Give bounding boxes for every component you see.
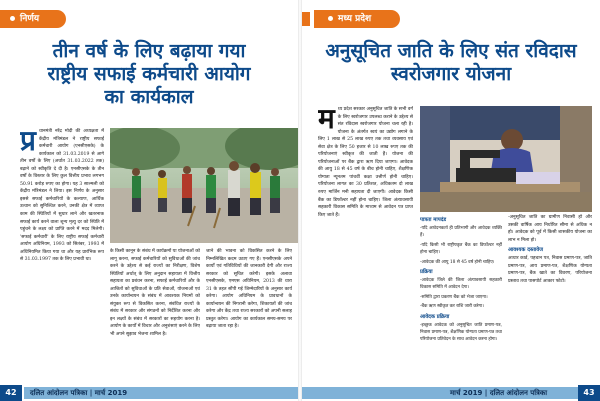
box-item: -आवेदक जिले की जिला अंत्यावसायी सहकारी विकास समिति में आवेदन देगा। — [420, 278, 502, 291]
documents-heading: आवश्यक दस्तावेज — [508, 247, 543, 254]
box-heading-process: प्रक्रिया — [420, 269, 433, 276]
body-text: के किसी कानून के संबंध में कार्यक्रमों या योजनाओं को लागू करना, सफाई कर्मचारियों को सुविधाओं की जांच करने के उद्देश्य से कई राज्यों का निरीक्षण, विशेष स्थितियों अर्थात् के लिए अनुदान सहायता में वित्तीय सहायता का प्रबंधन करना, सफाई कर्मचारियों और के आश्रितों को सुविधाओं के प्रति सेवाओं, योजनाओं एवं उनके कार्यान्वयन के संबंध में आवश्यक नियमों को संयुक्त रूप से विकसित करना, संबंधित राज्यों के संबंध में सरकार और संगठनों को निर्देशित करना और इन लक्ष्यों के संबंध में सरकारों का सहयोग करना है। आयोग के कार्यों में विचार और अनुशंसाएं करने के लिए भी अपने सुझाव भेजना शामिल है। — [110, 249, 200, 338]
right-page — [300, 0, 600, 401]
box-item: -समिति द्वारा प्रकरण बैंक को भेजा जाएगा। — [420, 294, 488, 300]
info-box — [420, 214, 502, 372]
box-item: -इच्छुक आवेदक को अनुसूचित जाति प्रमाण-पत्र, निवास प्रमाण-पत्र, शैक्षणिक योग्यता प्रमाण-पत्र तथा परियोजना प्रतिवेदन के साथ आवेदन करना होगा। — [420, 322, 502, 343]
documents-section — [508, 246, 592, 254]
page-footer — [300, 385, 600, 401]
article-body-col-2 — [110, 248, 200, 370]
article-body-col-1 — [20, 128, 104, 370]
tab-bullet-icon — [328, 16, 333, 21]
drop-cap: प्र — [20, 128, 36, 157]
section-label: निर्णय — [20, 14, 40, 24]
sweeping-workers-photo-icon — [110, 128, 298, 243]
box-item: -बैंक ऋण स्वीकृत कर राशि जारी करेगा। — [420, 304, 484, 310]
drop-cap: म — [318, 106, 335, 135]
article-photo — [110, 128, 298, 243]
body-text: -अनुसूचित जाति का ग्रामीण निवासी हो और उसकी वार्षिक आय निर्धारित सीमा से अधिक न हो। आवेदक को पूर्व में किसी शासकीय योजना का लाभ न मिला हो। — [508, 215, 592, 243]
box-item: -आवेदक की आयु 18 से 45 वर्ष होनी चाहिए। — [420, 259, 495, 265]
box-item: -यदि किसी भी राष्ट्रीयकृत बैंक का डिफॉल्टर नहीं होना चाहिए। — [420, 242, 502, 256]
box-item: -यदि आवेदनकर्ता ही प्रतिभागी और आवेदक व्यक्ति हैं। — [420, 226, 502, 239]
page-number: 43 — [578, 385, 600, 401]
article-headline: तीन वर्ष के लिए बढ़ाया गया राष्ट्रीय सफाई कर्मचारी आयोग का कार्यकाल — [47, 40, 251, 108]
tab-bullet-icon — [10, 16, 15, 21]
page-number: 42 — [0, 385, 22, 401]
box-heading-eligibility: पात्रता मापदंड — [420, 217, 447, 223]
box-heading-application: आवेदक प्रक्रिया — [420, 313, 450, 320]
publication-name: मार्च 2019 | दलित आंदोलन पत्रिका — [450, 389, 548, 397]
article-body-col-3 — [206, 248, 292, 370]
body-text: आधार कार्ड, पहचान पत्र, निवास प्रमाण-पत्र, जाति प्रमाण-पत्र, आय प्रमाण-पत्र, शैक्षणिक योग्यता प्रमाण-पत्र, बैंक खाते का विवरण, परियोजना प्रस्ताव तथा पासपोर्ट आकार फोटो। — [508, 256, 592, 284]
page-footer — [0, 385, 300, 401]
section-tab — [314, 10, 400, 28]
section-tab — [0, 10, 66, 28]
article-body-col-3 — [508, 214, 592, 372]
article-body-col-1 — [318, 106, 413, 372]
article-headline: अनुसूचित जाति के लिए संत रविदास स्वरोजगार योजना — [325, 40, 577, 85]
page-gutter — [298, 0, 302, 401]
article-photo — [420, 106, 592, 212]
body-text: धानमंत्री नरेंद्र मोदी की अध्यक्षता में केंद्रीय मंत्रिमंडल ने राष्ट्रीय सफाई कर्मचारी आयोग (एनसीएसके) के कार्यकाल को 31.03.2019 से आगे तीन वर्षों के लिए (अर्थात 31.03.2022 तक) बढ़ाने को स्वीकृति दे दी है। एनसीएसके के तीन वर्षों के विस्तार के लिए कुल वित्तीय प्रभाव लगभग 50.91 करोड़ रुपए का होगा। यह 3 साल्मली को केंद्रीय मंत्रिमंडल ने लिया। इस निर्णय के अनुसार इससे सफाई कर्मचारियों के कल्याण, आर्थिक उत्थान को सुनिश्चित करने, उनकी क्षेत्र में व्याप्त काम की स्थितियों में सुधार लाने और खतरनाक सफाई कार्य करने वाला शून्य मृत्यु दर को स्थिति में पहुंचने के लक्ष्य को प्राप्ति करने में मदद मिलेगी। 'सफाई कर्मचारी' के लिए राष्ट्रीय सफाई कर्मचारी आयोग अधिनियम, 1993 को सितंबर, 1993 में अधिनियमित किया गया था और यह प्रारंभिक रूप से 31.03.1997 तक के लिए प्रभावी था। — [20, 129, 104, 263]
publication-name: दलित आंदोलन पत्रिका | मार्च 2019 — [30, 389, 128, 397]
tailor-photo-icon — [420, 106, 592, 212]
body-text: ध्य प्रदेश सरकार अनुसूचित जाति के सभी वर्ग के लिए स्वरोजगार उपलब्ध कराने के उद्देश्य से संत रविदास स्वरोजगार योजना चला रही है। योजना के अंतर्गत स्वयं का उद्योग लगाने के लिए 1 लाख से 25 लाख रुपए तक तथा व्यवसाय एवं सेवा क्षेत्र के लिए 50 हजार से 10 लाख रुपए तक की परियोजनाएं स्वीकृत की जाती हैं। योजना की परियोजनाओं पर बैंक द्वारा ऋण दिया जाएगा। आवेदक की आयु 18 से 45 वर्ष के बीच होनी चाहिए, शैक्षणिक योग्यता न्यूनतम पांचवीं कक्षा उत्तीर्ण होनी चाहिए। परियोजना लागत का 30 प्रतिशत, अधिकतम दो लाख रुपए मार्जिन मनी सहायता दी जाएगी। आवेदक किसी बैंक का डिफॉल्टर नहीं होना चाहिए। जिला अंत्यावसायी सहकारी विकास समिति के माध्यम से आवेदन पत्र प्राप्त किए जाते हैं। — [318, 107, 413, 218]
body-text: जाने की भावना को विकसित करने के लिए निम्नलिखित कदम उठाए गए हैं। एनसीएसके अपने कार्यों एवं गतिविधियों की जानकारी देगी और राज्य सरकार को सूचित करेगी। इसके अलावा एनसीएसके, एमएस अधिनियम, 2013 की धारा 31 के तहत सौंपी गई जिम्मेदारियों के अनुसार कार्य करेगा। आयोग अधिनियम के प्रावधानों के कार्यान्वयन की निगरानी करेगा, शिकायतों की जांच करेगा और केंद्र तथा राज्य सरकारों को अपनी सलाह प्रस्तुत करेगा। आयोग का कार्यकाल समय-समय पर बढ़ाया जाता रहा है। — [206, 249, 292, 330]
section-label: मध्य प्रदेश — [338, 14, 372, 24]
